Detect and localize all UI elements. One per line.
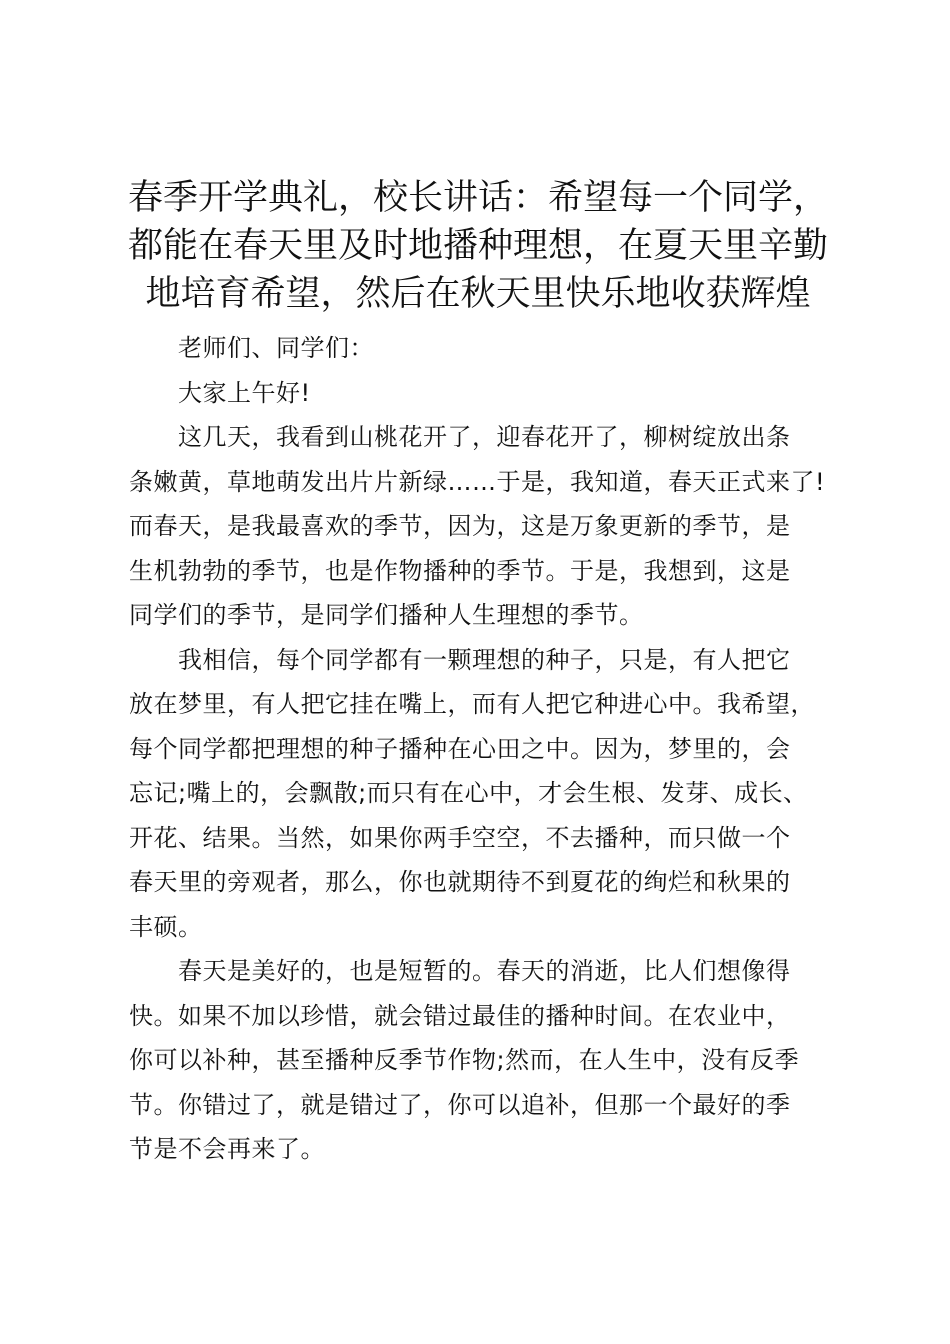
title-line: 都能在春天里及时地播种理想，在夏天里辛勤 <box>127 226 828 266</box>
paragraph-line: 放在梦里，有人把它挂在嘴上，而有人把它种进心中。我希望， <box>129 690 815 718</box>
paragraph-line: 春天是美好的，也是短暂的。春天的消逝，比人们想像得 <box>178 957 791 985</box>
body-paragraph-1 <box>129 415 841 638</box>
paragraph-line: 我相信，每个同学都有一颗理想的种子，只是，有人把它 <box>178 645 791 674</box>
greeting: 大家上午好! <box>178 378 311 407</box>
paragraph-line: 条嫩黄，草地萌发出片片新绿……于是，我知道，春天正式来了! <box>129 467 826 496</box>
paragraph-line: 同学们的季节，是同学们播种人生理想的季节。 <box>129 601 644 629</box>
document-body <box>129 326 841 1172</box>
paragraph-line: 生机勃勃的季节，也是作物播种的季节。于是，我想到，这是 <box>129 556 791 585</box>
paragraph-line: 开花、结果。当然，如果你两手空空，不去播种，而只做一个 <box>129 823 791 852</box>
title-line: 地培育希望，然后在秋天里快乐地收获辉煌 <box>145 274 811 314</box>
paragraph-line: 而春天，是我最喜欢的季节，因为，这是万象更新的季节，是 <box>129 512 791 540</box>
paragraph-line: 你可以补种，甚至播种反季节作物;然而，在人生中，没有反季 <box>129 1046 800 1074</box>
body-paragraph-3 <box>129 949 841 1172</box>
salutation-paragraph <box>129 326 841 371</box>
greeting-paragraph <box>129 371 841 416</box>
paragraph-line: 这几天，我看到山桃花开了，迎春花开了，柳树绽放出条 <box>178 423 791 451</box>
title-line: 春季开学典礼，校长讲话：希望每一个同学， <box>127 178 828 218</box>
paragraph-line: 快。如果不加以珍惜，就会错过最佳的播种时间。在农业中， <box>129 1001 791 1030</box>
document-title <box>120 174 836 318</box>
paragraph-line: 节。你错过了，就是错过了，你可以追补，但那一个最好的季 <box>129 1090 791 1119</box>
paragraph-line: 丰硕。 <box>129 912 203 941</box>
paragraph-line: 每个同学都把理想的种子播种在心田之中。因为，梦里的，会 <box>129 734 791 763</box>
paragraph-line: 忘记;嘴上的，会飘散;而只有在心中，才会生根、发芽、成长、 <box>129 779 808 807</box>
paragraph-line: 春天里的旁观者，那么，你也就期待不到夏花的绚烂和秋果的 <box>129 868 791 896</box>
salutation: 老师们、同学们： <box>178 334 374 362</box>
body-paragraph-2 <box>129 638 841 950</box>
paragraph-line: 节是不会再来了。 <box>129 1135 325 1163</box>
